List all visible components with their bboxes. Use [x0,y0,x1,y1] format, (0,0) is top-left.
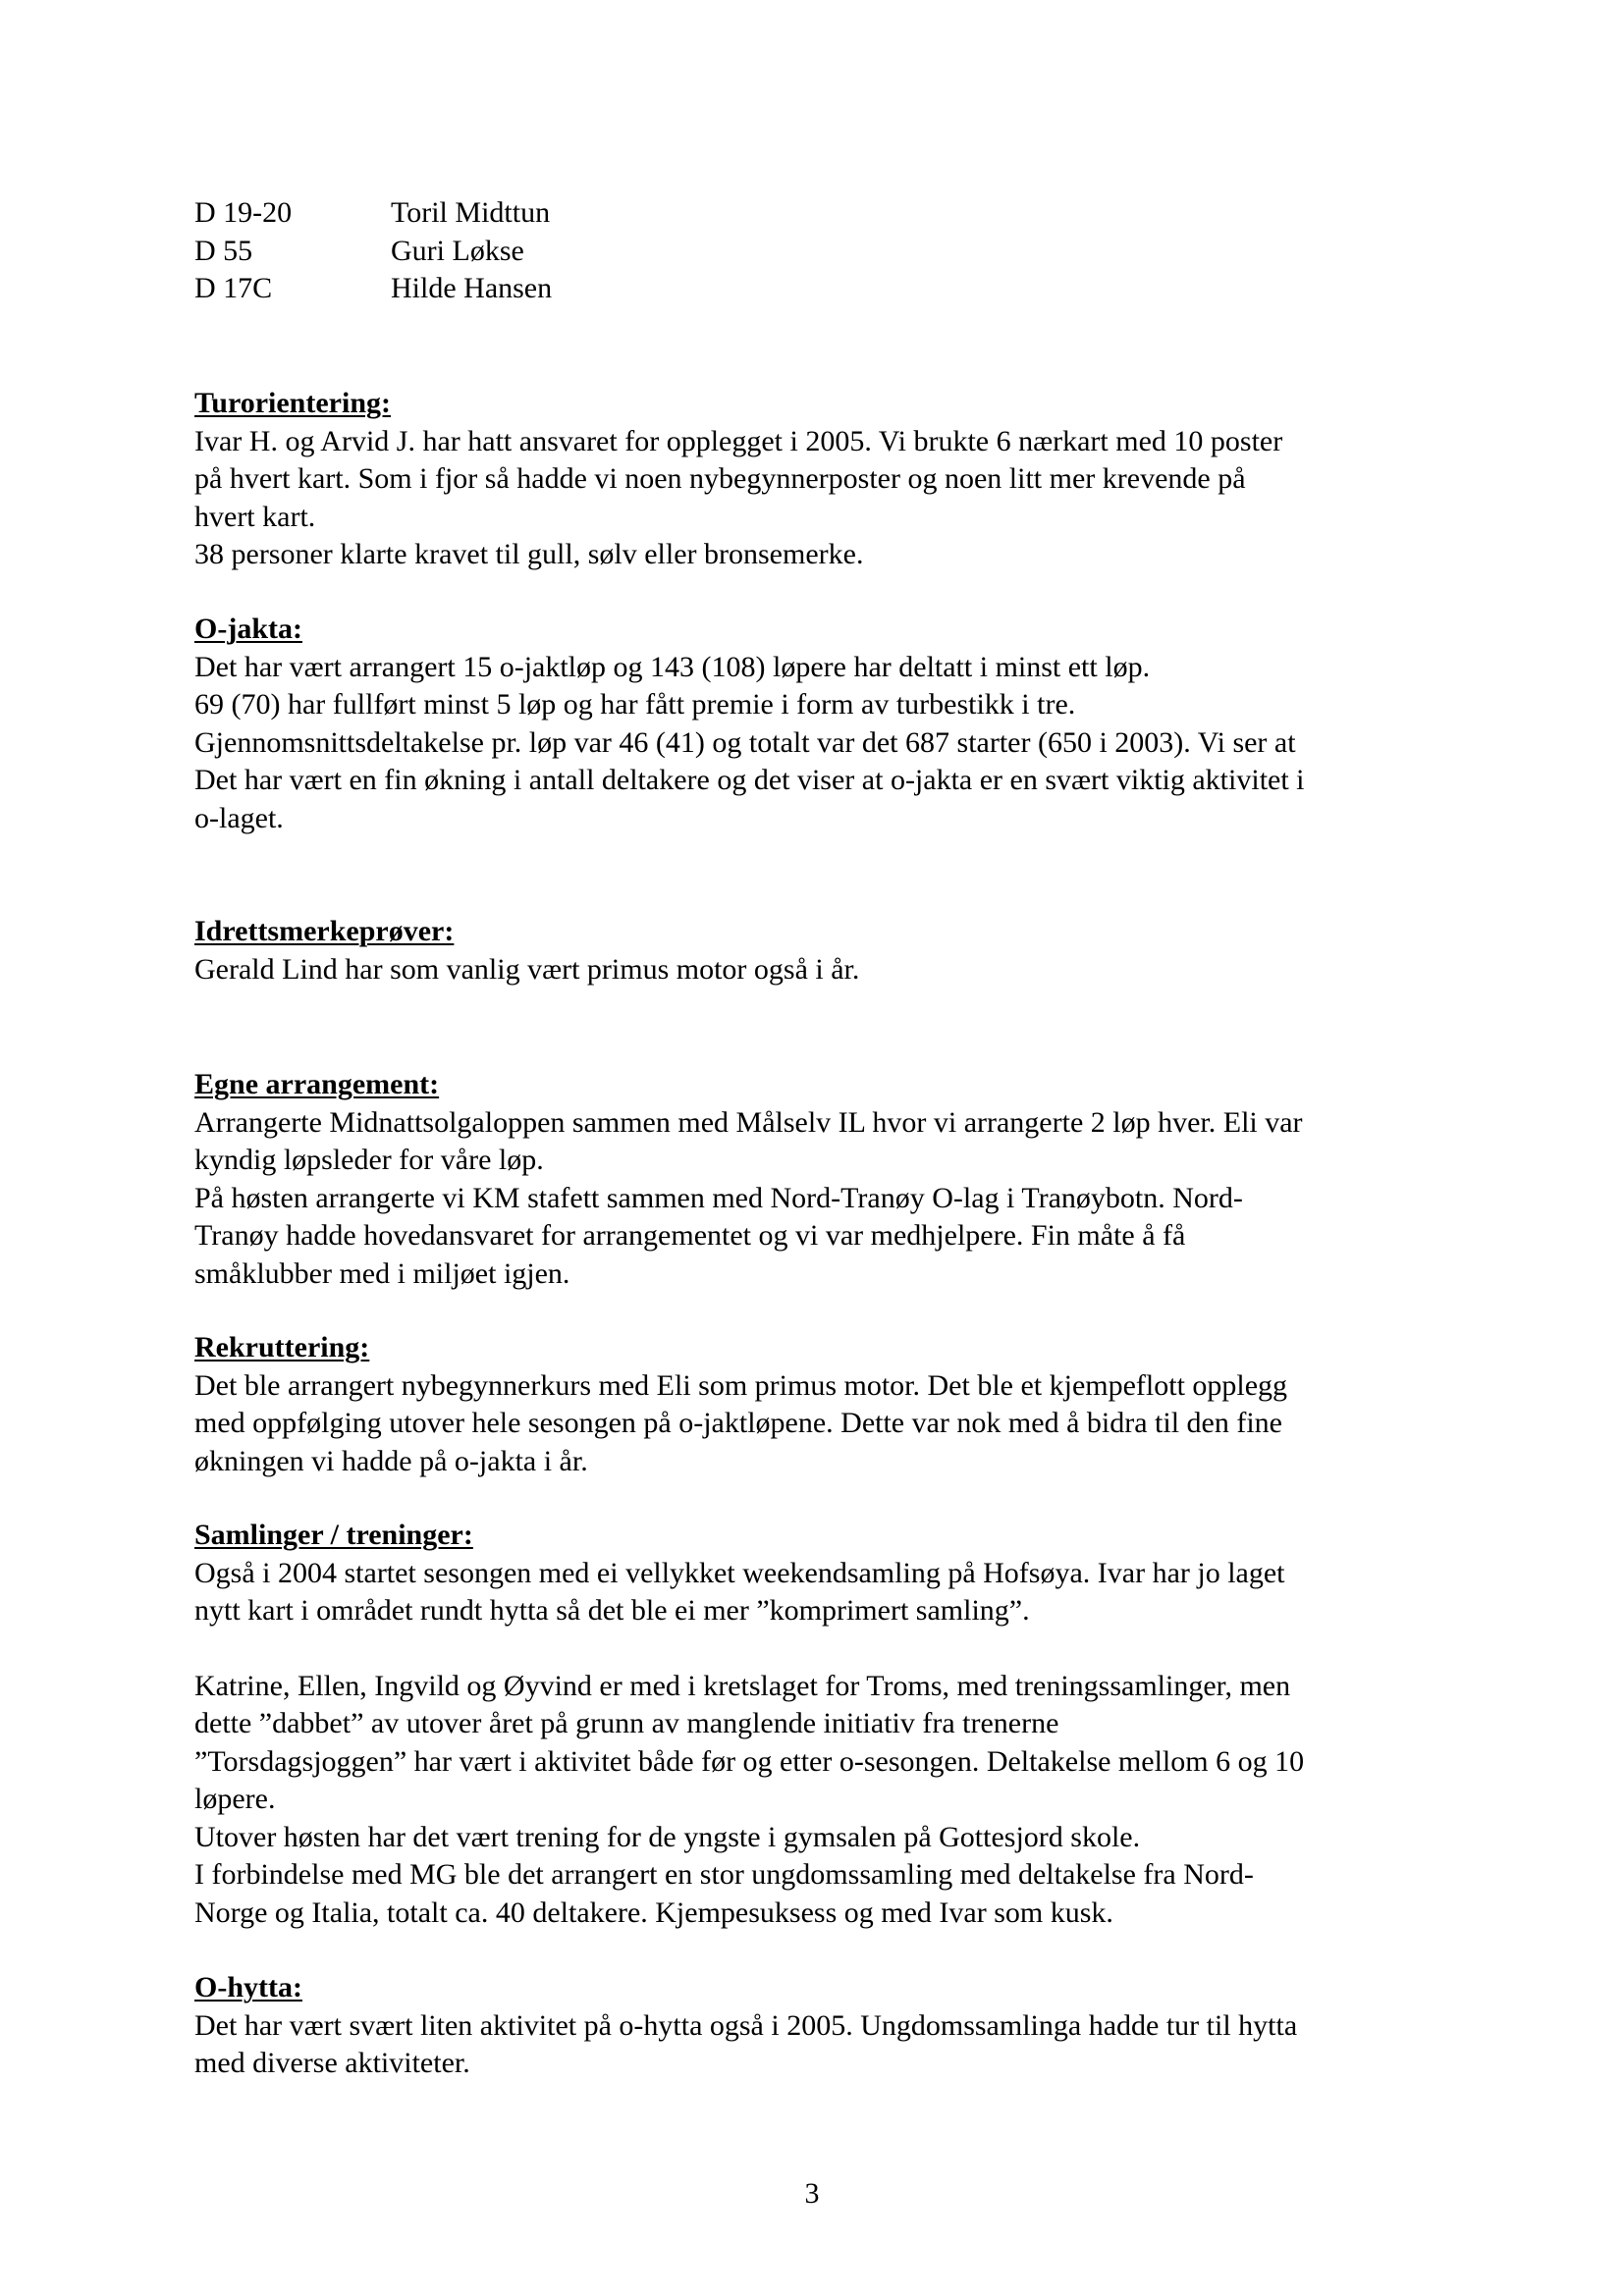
results-list [194,194,552,308]
section-idrettsmerke [194,913,1461,988]
section-ohytta [194,1969,1461,2083]
paragraph-line: løpere. [194,1783,276,1815]
paragraph-line: hvert kart. [194,500,316,533]
paragraph-line: På høsten arrangerte vi KM stafett sammen med Nord-Tranøy O-lag i Tranøybotn. Nord- [194,1181,1243,1214]
paragraph-line: på hvert kart. Som i fjor så hadde vi noen nybegynnerposter og noen litt mer krevende på [194,462,1246,495]
result-name: Hilde Hansen [391,272,553,304]
paragraph-line: Det ble arrangert nybegynnerkurs med Eli som primus motor. Det ble et kjempeflott opplegg [194,1368,1288,1402]
result-class: D 19-20 [194,196,293,229]
result-row [194,194,552,233]
paragraph-line: Det har vært arrangert 15 o-jaktløp og 143 (108) løpere har deltatt i minst ett løp. [194,650,1151,683]
result-row [194,233,552,271]
section-samlinger [194,1517,1461,1932]
section-heading: Idrettsmerkeprøver: [194,915,455,947]
section-arrangement [194,1066,1461,1293]
paragraph-line: Også i 2004 startet sesongen med ei vellykket weekendsamling på Hofsøya. Ivar har jo laget [194,1556,1285,1589]
result-row [194,270,552,308]
paragraph-line: med diverse aktiviteter. [194,2047,470,2079]
paragraph-line: Ivar H. og Arvid J. har hatt ansvaret for opplegget i 2005. Vi brukte 6 nærkart med 10 poster [194,424,1283,457]
section-rekruttering [194,1329,1461,1480]
paragraph-line: 69 (70) har fullført minst 5 løp og har fått premie i form av turbestikk i tre. [194,688,1076,721]
section-heading: O-jakta: [194,613,302,645]
paragraph-line: Tranøy hadde hovedansvaret for arrangementet og vi var medhjelpere. Fin måte å få [194,1219,1186,1252]
paragraph-line: økningen vi hadde på o-jakta i år. [194,1444,588,1477]
section-heading: Turorientering: [194,387,391,419]
result-class: D 55 [194,234,253,267]
section-heading: O-hytta: [194,1971,302,2003]
paragraph-line: Det har vært svært liten aktivitet på o-hytta også i 2005. Ungdomssamlinga hadde tur til hytta [194,2008,1298,2042]
section-heading: Egne arrangement: [194,1068,440,1100]
paragraph-line: Utover høsten har det vært trening for de yngste i gymsalen på Gottesjord skole. [194,1820,1141,1853]
paragraph-line: småklubber med i miljøet igjen. [194,1256,570,1290]
paragraph-line: ”Torsdagsjoggen” har vært i aktivitet både før og etter o-sesongen. Deltakelse mellom 6 og 10 [194,1744,1305,1778]
paragraph-line: Det har vært en fin økning i antall deltakere og det viser at o-jakta er en svært viktig aktivitet i [194,764,1305,796]
section-turorientering [194,385,1461,574]
paragraph-line: nytt kart i området rundt hytta så det ble ei mer ”komprimert samling”. [194,1594,1030,1627]
result-name: Toril Midttun [391,196,551,229]
section-heading: Samlinger / treninger: [194,1519,473,1551]
paragraph-line: dette ”dabbet” av utover året på grunn av manglende initiativ fra trenerne [194,1707,1059,1739]
paragraph-line: kyndig løpsleder for våre løp. [194,1144,544,1176]
paragraph-line: Arrangerte Midnattsolgaloppen sammen med Målselv IL hvor vi arrangerte 2 løp hver. Eli var [194,1105,1303,1139]
paragraph-line: Gerald Lind har som vanlig vært primus motor også i år. [194,952,860,986]
paragraph-line: Gjennomsnittsdeltakelse pr. løp var 46 (41) og totalt var det 687 starter (650 i 2003). Vi ser at [194,725,1296,759]
paragraph-line: o-laget. [194,801,284,834]
paragraph-line: med oppfølging utover hele sesongen på o-jaktløpene. Dette var nok med å bidra til den fine [194,1407,1282,1439]
result-name: Guri Løkse [391,234,524,267]
section-heading: Rekruttering: [194,1331,370,1363]
paragraph-line: I forbindelse med MG ble det arrangert en stor ungdomssamling med deltakelse fra Nord- [194,1858,1254,1891]
section-ojakta [194,611,1461,837]
paragraph-line: Norge og Italia, totalt ca. 40 deltakere. Kjempesuksess og med Ivar som kusk. [194,1896,1113,1929]
paragraph-line: Katrine, Ellen, Ingvild og Øyvind er med i kretslaget for Troms, med treningssamlinger, men [194,1669,1291,1702]
paragraph-line: 38 personer klarte kravet til gull, sølv eller bronsemerke. [194,538,864,570]
result-class: D 17C [194,272,273,304]
page-number: 3 [804,2177,820,2210]
